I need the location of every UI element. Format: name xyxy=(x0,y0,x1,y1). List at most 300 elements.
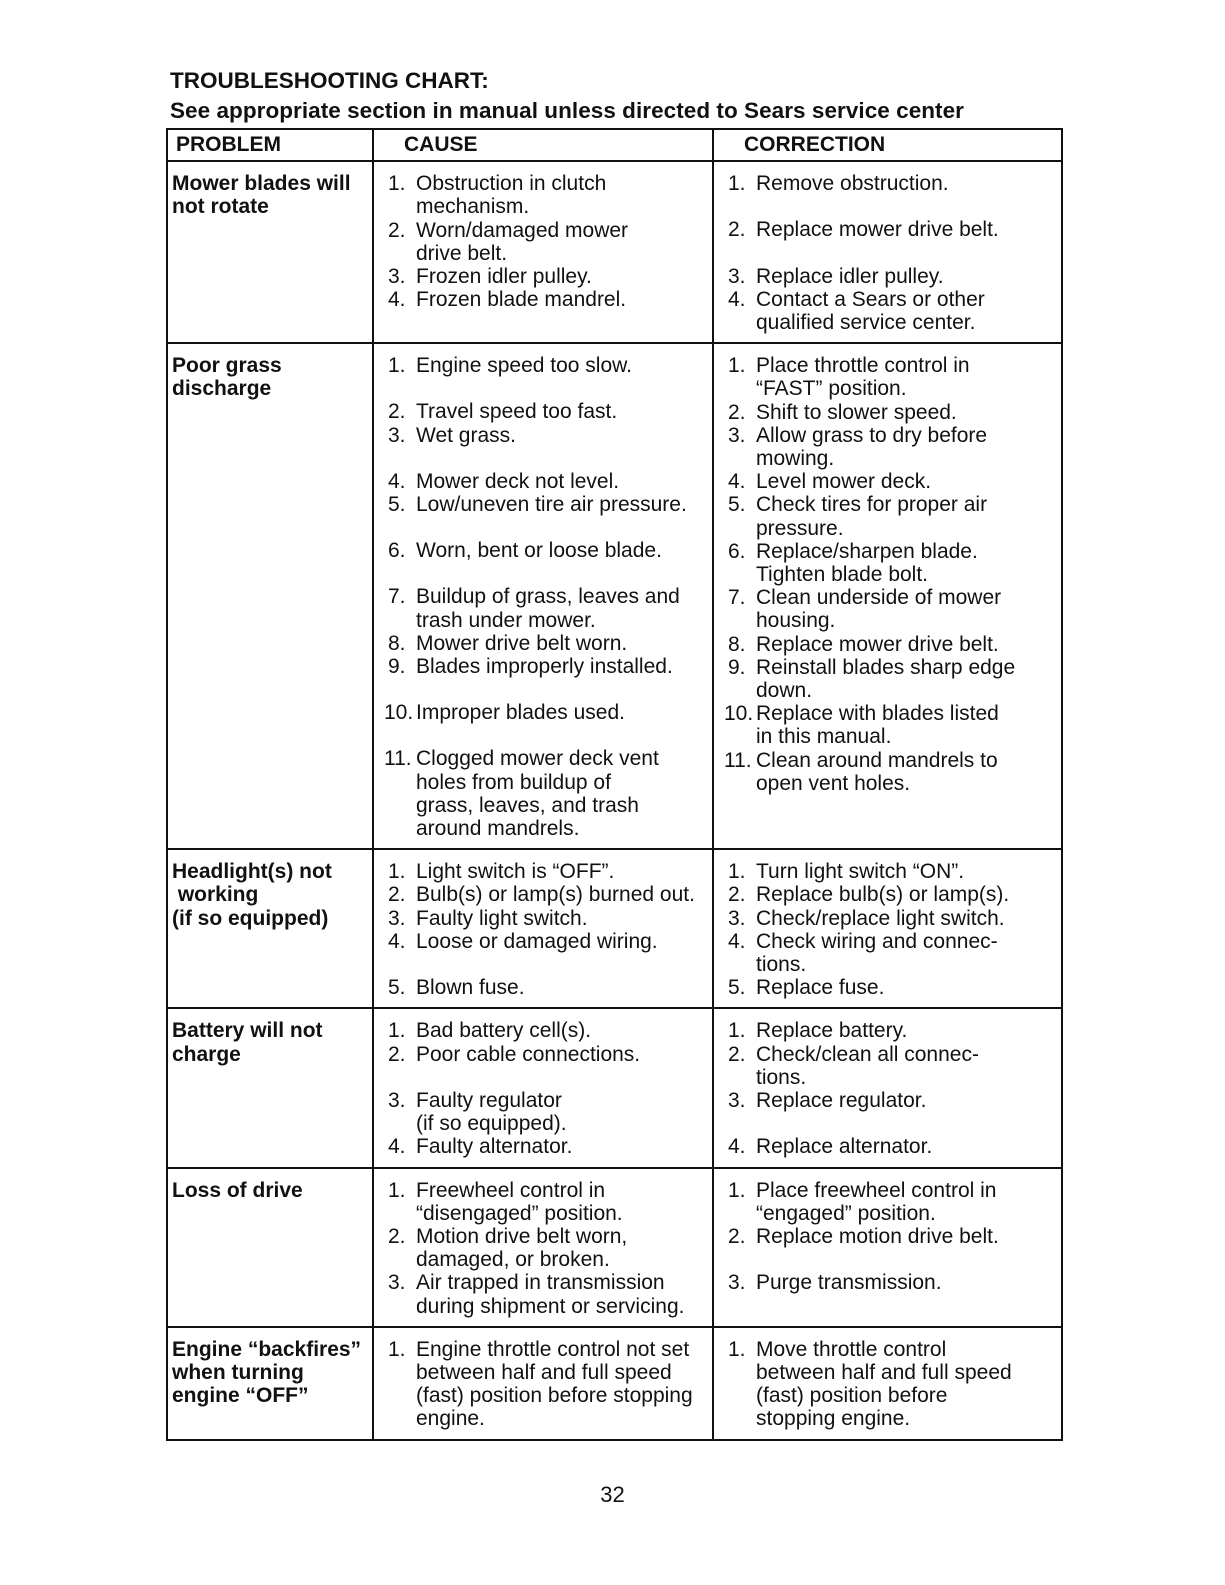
list-item xyxy=(718,1179,1057,1225)
item-line: Wet grass. xyxy=(416,423,516,447)
item-line: Motion drive belt worn, xyxy=(416,1224,628,1248)
table-body xyxy=(167,161,1062,1439)
item-line: Replace battery. xyxy=(756,1019,908,1043)
problem-line: not rotate xyxy=(172,195,269,219)
item-line: “engaged” position. xyxy=(756,1201,936,1225)
item-text xyxy=(756,265,1057,288)
correction-list xyxy=(718,1019,1057,1158)
problem-line: engine “OFF” xyxy=(172,1384,309,1408)
cause-cell xyxy=(373,161,713,343)
item-line: Clean around mandrels to xyxy=(756,748,998,772)
item-text xyxy=(416,1019,708,1042)
cause-cell xyxy=(373,343,713,849)
problem-line: Battery will not xyxy=(172,1019,323,1043)
list-item xyxy=(718,586,1057,632)
list-item xyxy=(378,747,708,840)
item-number: 5. xyxy=(388,493,406,517)
list-item xyxy=(718,1338,1057,1431)
item-number: 3. xyxy=(728,906,746,930)
item-text xyxy=(416,288,708,311)
problem-line: Loss of drive xyxy=(172,1178,303,1202)
item-line xyxy=(416,447,708,470)
table-row xyxy=(167,849,1062,1008)
item-line: Shift to slower speed. xyxy=(756,400,957,424)
item-number: 3. xyxy=(728,264,746,288)
list-item xyxy=(378,1225,708,1271)
list-item xyxy=(378,655,708,701)
item-line: Mower deck not level. xyxy=(416,469,620,493)
item-line: during shipment or servicing. xyxy=(416,1294,685,1318)
list-item xyxy=(378,172,708,218)
item-line: “disengaged” position. xyxy=(416,1201,623,1225)
list-item xyxy=(378,1043,708,1089)
item-line: between half and full speed xyxy=(416,1360,672,1384)
item-line: Contact a Sears or other xyxy=(756,287,985,311)
list-item xyxy=(378,493,708,539)
item-number: 1. xyxy=(388,860,406,884)
list-item xyxy=(378,424,708,470)
item-text xyxy=(756,633,1057,656)
list-item xyxy=(378,265,708,288)
item-line: Replace with blades listed xyxy=(756,702,999,726)
item-line: tions. xyxy=(756,1065,807,1089)
item-line: Blades improperly installed. xyxy=(416,655,673,679)
problem-line: Engine “backfires” xyxy=(172,1337,362,1361)
list-item xyxy=(378,585,708,631)
problem-line: Mower blades will xyxy=(172,172,351,196)
item-line: drive belt. xyxy=(416,241,508,265)
list-item xyxy=(718,860,1057,883)
item-line: Light switch is “OFF”. xyxy=(416,860,615,884)
list-item xyxy=(718,288,1057,334)
item-line: pressure. xyxy=(756,516,844,540)
item-text xyxy=(416,470,708,493)
list-item xyxy=(718,172,1057,218)
item-number: 10. xyxy=(724,702,754,726)
item-line: Mower drive belt worn. xyxy=(416,631,628,655)
item-text xyxy=(416,883,708,906)
item-text xyxy=(416,907,708,930)
item-text xyxy=(416,400,708,423)
item-line xyxy=(416,678,708,701)
item-number: 5. xyxy=(728,493,746,517)
item-text xyxy=(756,1338,1057,1431)
item-number: 1. xyxy=(728,860,746,884)
item-line xyxy=(416,377,708,400)
item-number: 1. xyxy=(388,1019,406,1043)
item-line: tions. xyxy=(756,953,807,977)
correction-list xyxy=(718,354,1057,795)
item-line: holes from buildup of xyxy=(416,770,611,794)
item-line: trash under mower. xyxy=(416,608,596,632)
table-row xyxy=(167,343,1062,849)
item-number: 10. xyxy=(384,701,414,725)
item-number: 5. xyxy=(728,976,746,1000)
problem-line: Poor grass xyxy=(172,354,282,378)
page-number: 32 xyxy=(600,1482,625,1507)
item-line: “FAST” position. xyxy=(756,377,907,401)
correction-cell xyxy=(713,161,1062,343)
correction-cell xyxy=(713,1327,1062,1440)
item-number: 4. xyxy=(728,287,746,311)
item-line: Replace idler pulley. xyxy=(756,264,944,288)
item-number: 4. xyxy=(388,1135,406,1159)
item-text xyxy=(416,1338,708,1431)
chart-subtitle: See appropriate section in manual unless directed to Sears service center xyxy=(170,98,964,123)
correction-cell xyxy=(713,1168,1062,1327)
item-number: 7. xyxy=(388,585,406,609)
item-line: Blown fuse. xyxy=(416,976,525,1000)
correction-cell xyxy=(713,849,1062,1008)
item-line: qualified service center. xyxy=(756,311,976,335)
item-number: 3. xyxy=(388,906,406,930)
item-line: Check/replace light switch. xyxy=(756,906,1005,930)
item-text xyxy=(756,860,1057,883)
item-number: 11. xyxy=(724,748,752,772)
list-item xyxy=(378,1019,708,1042)
item-line: Air trapped in transmission xyxy=(416,1271,665,1295)
item-text xyxy=(756,540,1057,586)
item-text xyxy=(416,1271,708,1317)
item-text xyxy=(416,539,708,585)
item-line: Freewheel control in xyxy=(416,1178,606,1202)
item-number: 1. xyxy=(388,1178,406,1202)
item-text xyxy=(756,354,1057,400)
item-line: Allow grass to dry before xyxy=(756,423,988,447)
list-item xyxy=(378,1089,708,1135)
item-line: down. xyxy=(756,679,813,703)
item-line: Low/uneven tire air pressure. xyxy=(416,493,687,517)
list-item xyxy=(378,1271,708,1317)
correction-list xyxy=(718,1179,1057,1295)
item-text xyxy=(416,701,708,747)
item-text xyxy=(756,883,1057,906)
item-line xyxy=(756,1112,1057,1135)
item-number: 2. xyxy=(728,1042,746,1066)
problem-line: discharge xyxy=(172,377,272,401)
item-text xyxy=(756,930,1057,976)
item-line: Worn/damaged mower xyxy=(416,218,629,242)
item-text xyxy=(416,1225,708,1271)
table-row xyxy=(167,1168,1062,1327)
problem-cell xyxy=(167,849,373,1008)
list-item xyxy=(378,930,708,976)
cause-cell xyxy=(373,849,713,1008)
list-item xyxy=(378,632,708,655)
list-item xyxy=(718,883,1057,906)
item-number: 9. xyxy=(728,655,746,679)
page-heading xyxy=(170,66,964,126)
item-line: stopping engine. xyxy=(756,1407,911,1431)
item-text xyxy=(416,1179,708,1225)
item-line: Bad battery cell(s). xyxy=(416,1019,592,1043)
item-line: in this manual. xyxy=(756,725,892,749)
item-line xyxy=(416,953,708,976)
item-text xyxy=(756,1043,1057,1089)
item-line: (fast) position before xyxy=(756,1384,948,1408)
list-item xyxy=(718,633,1057,656)
item-line: Buildup of grass, leaves and xyxy=(416,585,680,609)
list-item xyxy=(718,976,1057,999)
item-text xyxy=(416,1089,708,1135)
list-item xyxy=(718,354,1057,400)
item-line: (fast) position before stopping xyxy=(416,1384,693,1408)
item-line: Move throttle control xyxy=(756,1337,947,1361)
item-text xyxy=(416,265,708,288)
item-line: Replace/sharpen blade. xyxy=(756,539,978,563)
item-text xyxy=(756,1019,1057,1042)
item-line: Reinstall blades sharp edge xyxy=(756,655,1016,679)
item-line: Replace alternator. xyxy=(756,1135,933,1159)
problem-cell xyxy=(167,1327,373,1440)
list-item xyxy=(718,1089,1057,1135)
item-number: 6. xyxy=(388,539,406,563)
problem-line: (if so equipped) xyxy=(172,906,329,930)
item-text xyxy=(756,218,1057,264)
item-number: 4. xyxy=(388,929,406,953)
list-item xyxy=(378,354,708,400)
item-line: housing. xyxy=(756,609,836,633)
list-item xyxy=(718,1019,1057,1042)
list-item xyxy=(378,1135,708,1158)
item-line: Travel speed too fast. xyxy=(416,400,618,424)
item-line xyxy=(756,195,1057,218)
item-text xyxy=(756,976,1057,999)
item-number: 1. xyxy=(728,172,746,196)
item-line: Loose or damaged wiring. xyxy=(416,929,658,953)
item-line: Check tires for proper air xyxy=(756,493,988,517)
item-line: Replace mower drive belt. xyxy=(756,632,999,656)
item-number: 1. xyxy=(388,172,406,196)
item-text xyxy=(756,493,1057,539)
correction-list xyxy=(718,172,1057,334)
header-cause: CAUSE xyxy=(373,129,713,161)
list-item xyxy=(718,1225,1057,1271)
item-line: Frozen blade mandrel. xyxy=(416,288,627,312)
item-line: Place throttle control in xyxy=(756,354,970,378)
cause-list xyxy=(378,172,708,311)
item-number: 2. xyxy=(728,1224,746,1248)
problem-cell xyxy=(167,343,373,849)
item-line: engine. xyxy=(416,1407,485,1431)
list-item xyxy=(718,218,1057,264)
item-text xyxy=(756,172,1057,218)
item-line: Replace mower drive belt. xyxy=(756,218,999,242)
item-number: 3. xyxy=(728,1271,746,1295)
item-line: Check wiring and connec- xyxy=(756,929,998,953)
item-line: Improper blades used. xyxy=(416,701,625,725)
cause-list xyxy=(378,354,708,840)
item-text xyxy=(416,747,708,840)
list-item xyxy=(718,1271,1057,1294)
item-number: 6. xyxy=(728,539,746,563)
item-text xyxy=(756,586,1057,632)
problem-line: charge xyxy=(172,1042,241,1066)
item-line: open vent holes. xyxy=(756,771,911,795)
item-number: 1. xyxy=(388,1337,406,1361)
list-item xyxy=(718,424,1057,470)
item-number: 2. xyxy=(728,883,746,907)
item-line: Frozen idler pulley. xyxy=(416,265,592,289)
item-number: 4. xyxy=(728,929,746,953)
problem-cell xyxy=(167,1008,373,1167)
item-line: Replace fuse. xyxy=(756,976,885,1000)
item-line: Engine speed too slow. xyxy=(416,354,632,378)
item-text xyxy=(756,1225,1057,1271)
item-number: 2. xyxy=(728,400,746,424)
item-line: damaged, or broken. xyxy=(416,1248,610,1272)
problem-cell xyxy=(167,1168,373,1327)
item-line: Faulty alternator. xyxy=(416,1135,573,1159)
item-number: 1. xyxy=(728,354,746,378)
item-line: Worn, bent or loose blade. xyxy=(416,539,662,563)
item-text xyxy=(416,354,708,400)
cause-list xyxy=(378,1179,708,1318)
item-line xyxy=(756,1248,1057,1271)
item-text xyxy=(756,1135,1057,1158)
item-line: (if so equipped). xyxy=(416,1112,567,1136)
item-number: 3. xyxy=(728,423,746,447)
list-item xyxy=(718,656,1057,702)
item-line xyxy=(416,516,708,539)
table-row xyxy=(167,1008,1062,1167)
cause-list xyxy=(378,1019,708,1158)
list-item xyxy=(718,470,1057,493)
header-correction: CORRECTION xyxy=(713,129,1062,161)
problem-line: when turning xyxy=(172,1360,304,1384)
item-line: Clean underside of mower xyxy=(756,586,1002,610)
list-item xyxy=(718,265,1057,288)
list-item xyxy=(378,219,708,265)
item-number: 1. xyxy=(728,1178,746,1202)
cause-cell xyxy=(373,1008,713,1167)
item-number: 3. xyxy=(728,1089,746,1113)
item-number: 1. xyxy=(728,1337,746,1361)
item-text xyxy=(416,585,708,631)
cause-list xyxy=(378,860,708,999)
item-line xyxy=(756,242,1057,265)
correction-list xyxy=(718,1338,1057,1431)
item-line: between half and full speed xyxy=(756,1360,1012,1384)
list-item xyxy=(378,1179,708,1225)
list-item xyxy=(718,930,1057,976)
chart-title: TROUBLESHOOTING CHART: xyxy=(170,68,489,93)
item-line: Level mower deck. xyxy=(756,470,932,494)
item-line: mowing. xyxy=(756,447,835,471)
item-line: Bulb(s) or lamp(s) burned out. xyxy=(416,883,695,907)
list-item xyxy=(378,907,708,930)
item-number: 3. xyxy=(388,265,406,289)
item-number: 1. xyxy=(728,1019,746,1043)
item-number: 8. xyxy=(388,631,406,655)
troubleshooting-table xyxy=(166,128,1063,1441)
list-item xyxy=(718,401,1057,424)
item-line: Tighten blade bolt. xyxy=(756,563,929,587)
list-item xyxy=(378,883,708,906)
item-number: 4. xyxy=(728,1135,746,1159)
list-item xyxy=(718,493,1057,539)
cause-cell xyxy=(373,1327,713,1440)
item-line: Purge transmission. xyxy=(756,1271,942,1295)
item-line: Replace bulb(s) or lamp(s). xyxy=(756,883,1010,907)
item-text xyxy=(416,1043,708,1089)
problem-cell xyxy=(167,161,373,343)
item-number: 7. xyxy=(728,586,746,610)
cause-list xyxy=(378,1338,708,1431)
list-item xyxy=(378,976,708,999)
item-line xyxy=(416,724,708,747)
list-item xyxy=(378,470,708,493)
item-line xyxy=(416,1066,708,1089)
table-header-row xyxy=(167,129,1062,161)
item-line: Faulty light switch. xyxy=(416,906,588,930)
item-number: 2. xyxy=(388,883,406,907)
item-number: 4. xyxy=(388,288,406,312)
item-text xyxy=(416,632,708,655)
list-item xyxy=(718,540,1057,586)
list-item xyxy=(718,907,1057,930)
item-text xyxy=(756,1179,1057,1225)
list-item xyxy=(718,749,1057,795)
correction-cell xyxy=(713,1008,1062,1167)
list-item xyxy=(378,400,708,423)
item-text xyxy=(756,1271,1057,1294)
item-line: Obstruction in clutch xyxy=(416,172,607,196)
list-item xyxy=(378,860,708,883)
cause-cell xyxy=(373,1168,713,1327)
item-text xyxy=(416,219,708,265)
table-row xyxy=(167,1327,1062,1440)
item-line: Poor cable connections. xyxy=(416,1042,641,1066)
item-line xyxy=(416,562,708,585)
list-item xyxy=(378,701,708,747)
list-item xyxy=(718,1135,1057,1158)
item-line: Replace motion drive belt. xyxy=(756,1224,999,1248)
item-line: Check/clean all connec- xyxy=(756,1042,979,1066)
item-line: Faulty regulator xyxy=(416,1088,562,1112)
item-text xyxy=(416,976,708,999)
item-text xyxy=(756,656,1057,702)
item-line: Place freewheel control in xyxy=(756,1178,997,1202)
item-line: Turn light switch “ON”. xyxy=(756,860,965,884)
problem-line: working xyxy=(172,883,259,907)
item-number: 3. xyxy=(388,423,406,447)
item-number: 2. xyxy=(388,400,406,424)
item-text xyxy=(416,860,708,883)
item-text xyxy=(756,702,1057,748)
correction-list xyxy=(718,860,1057,999)
item-number: 11. xyxy=(384,747,412,771)
item-text xyxy=(756,288,1057,334)
item-line: Engine throttle control not set xyxy=(416,1337,690,1361)
header-problem: PROBLEM xyxy=(167,129,373,161)
item-line: grass, leaves, and trash xyxy=(416,793,639,817)
item-text xyxy=(416,424,708,470)
list-item xyxy=(718,702,1057,748)
item-text xyxy=(756,907,1057,930)
table-row xyxy=(167,161,1062,343)
item-number: 9. xyxy=(388,655,406,679)
list-item xyxy=(378,1338,708,1431)
item-text xyxy=(416,930,708,976)
item-number: 2. xyxy=(388,218,406,242)
item-number: 4. xyxy=(728,470,746,494)
item-line: Clogged mower deck vent xyxy=(416,747,659,771)
item-text xyxy=(416,1135,708,1158)
item-number: 8. xyxy=(728,632,746,656)
problem-line: Headlight(s) not xyxy=(172,860,332,884)
item-line: mechanism. xyxy=(416,195,530,219)
